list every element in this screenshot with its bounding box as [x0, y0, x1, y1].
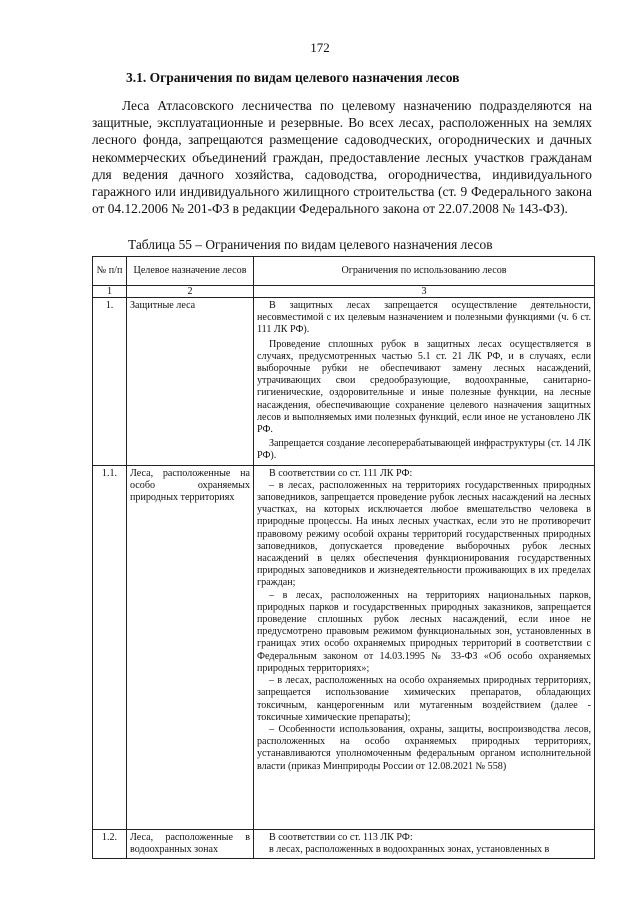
- restriction-paragraph: Проведение сплошных рубок в защитных лесах осуществляется в случаях, предусмотренных частью 5.1 ст. 21 ЛК РФ, и в случаях, если выборочные рубки не обеспечивают замену лесных насаждений, утрачивающих свои средообразующие, водоохранные, санитарно-гигиенические, оздоровительные и иные полезные функции, на лесные насаждения, обеспечивающие сохранение целевого назначения защитных лесов и выполняемых ими полезных функций, если иное не установлено ЛК РФ.: [257, 338, 591, 436]
- restriction-paragraph: В соответствии со ст. 111 ЛК РФ:: [269, 467, 413, 479]
- row-purpose: Леса, расположенные на особо охраняемых природных территориях: [127, 465, 254, 829]
- row-number: 1.2.: [93, 829, 127, 858]
- row-number: 1.1.: [93, 465, 127, 829]
- row-purpose: Леса, расположенные в водоохранных зонах: [127, 829, 254, 858]
- header-cell-number: № п/п: [93, 257, 127, 286]
- restriction-paragraph: В соответствии со ст. 113 ЛК РФ:: [269, 831, 413, 843]
- table-row: [93, 829, 595, 858]
- row-purpose: Защитные леса: [127, 298, 254, 466]
- header-cell-purpose: Целевое назначение лесов: [127, 257, 254, 286]
- row-restrictions: [254, 465, 595, 829]
- intro-paragraph: Леса Атласовского лесничества по целевому назначению подразделяются на защитные, эксплуатационные и резервные. Во всех лесах, расположенных на землях лесного фонда, запрещаются размещение садоводческих, огороднических и дачных некоммерческих объединений граждан, предоставление лесных участков гражданам для ведения дачного хозяйства, садоводства, огородничества, индивидуального гаражного или индивидуального жилищного строительства (ст. 9 Федерального закона от 04.12.2006 № 201-ФЗ в редакции Федерального закона от 22.07.2008 № 143-ФЗ).: [92, 98, 592, 217]
- index-cell: 3: [254, 286, 595, 298]
- table-caption: Таблица 55 – Ограничения по видам целевого назначения лесов: [128, 237, 493, 252]
- restriction-paragraph: – в лесах, расположенных на территориях национальных парков, природных парков и государственных природных заказников, запрещается проведение сплошных рубок лесных насаждений, если иное не предусмотрено правовым режимом функциональных зон, установленных в границах этих особо охраняемых природных территорий в соответствии с Федеральным законом от 14.03.1995 № 33-ФЗ «Об особо охраняемых природных территориях»;: [257, 589, 591, 674]
- restriction-paragraph: – в лесах, расположенных на территориях государственных природных заповедников, запрещается проведение рубок лесных насаждений на лесных участках, на которых исключается любое вмешательство человека в природные процессы. На иных лесных участках, если это не противоречит правовому режиму особой охраны территорий государственных природных заповедников, допускается проведение выборочных рубок лесных насаждений в целях обеспечения функционирования государственных природных заповедников и жизнедеятельности проживающих в их пределах граждан;: [257, 479, 591, 589]
- restrictions-table: [92, 256, 595, 859]
- table-row: [93, 298, 595, 466]
- header-cell-restrictions: Ограничения по использованию лесов: [254, 257, 595, 286]
- row-number: 1.: [93, 298, 127, 466]
- restriction-paragraph: В защитных лесах запрещается осуществление деятельности, несовместимой с их целевым назначением и полезными функциями (ч. 6 ст. 111 ЛК РФ).: [257, 300, 591, 336]
- row-restrictions: [254, 298, 595, 466]
- page-number: 172: [310, 40, 330, 55]
- index-cell: 2: [127, 286, 254, 298]
- table-header-row: [93, 257, 595, 286]
- restriction-paragraph: Запрещается создание лесоперерабатывающей инфраструктуры (ст. 14 ЛК РФ).: [257, 438, 591, 462]
- section-heading: 3.1. Ограничения по видам целевого назначения лесов: [126, 70, 460, 85]
- restriction-paragraph: – в лесах, расположенных на особо охраняемых природных территориях, запрещается использование химических препаратов, обладающих токсичным, канцерогенным или мутагенным воздействием (далее - токсичные химические препараты);: [257, 675, 591, 723]
- table-row: [93, 465, 595, 829]
- row-restrictions: [254, 829, 595, 858]
- restriction-paragraph: в лесах, расположенных в водоохранных зонах, установленных в: [269, 843, 550, 855]
- table-index-row: [93, 286, 595, 298]
- restriction-paragraph: – Особенности использования, охраны, защиты, воспроизводства лесов, расположенных на особо охраняемых природных территориях, устанавливаются уполномоченным федеральным органом исполнительной власти (приказ Минприроды России от 12.08.2021 № 558): [257, 723, 591, 772]
- index-cell: 1: [93, 286, 127, 298]
